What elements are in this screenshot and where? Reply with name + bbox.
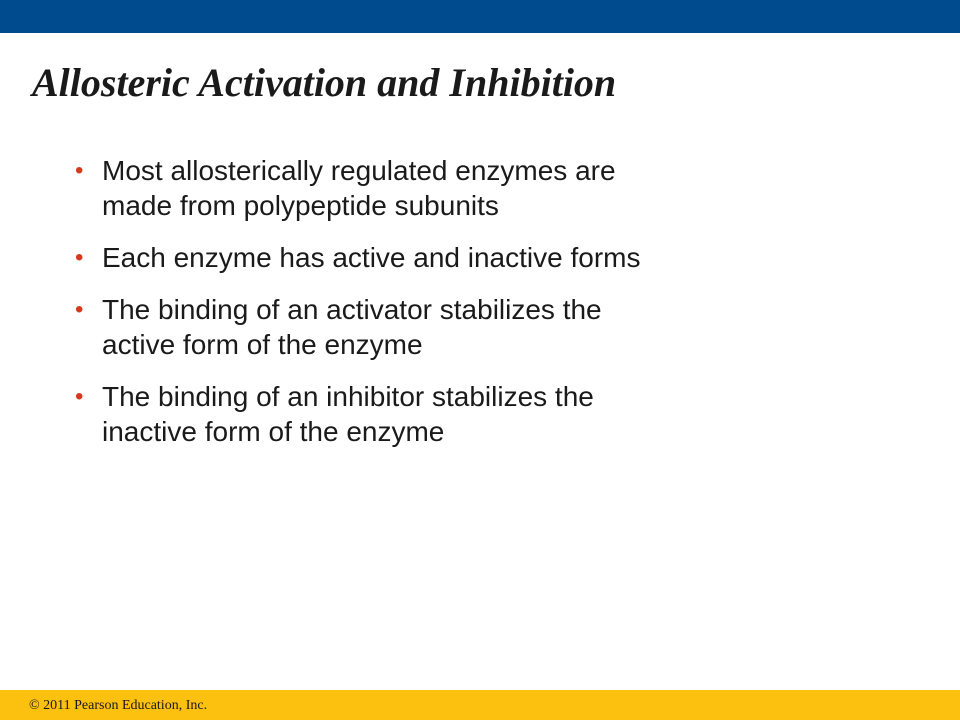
bullet-text-line: Most allosterically regulated enzymes are xyxy=(102,155,616,186)
bullet-icon: • xyxy=(75,383,84,410)
bullet-text-line: The binding of an activator stabilizes the xyxy=(102,294,602,325)
bullet-list xyxy=(0,153,960,466)
top-header-band xyxy=(0,0,960,33)
bullet-text-line: inactive form of the enzyme xyxy=(102,416,445,447)
bullet-text-line: The binding of an inhibitor stabilizes the xyxy=(102,381,594,412)
bullet-icon: • xyxy=(75,296,84,323)
slide-title: Allosteric Activation and Inhibition xyxy=(32,60,617,105)
copyright-notice: © 2011 Pearson Education, Inc. xyxy=(29,698,208,713)
bullet-item xyxy=(0,379,862,449)
bullet-text-line: made from polypeptide subunits xyxy=(102,190,499,221)
bullet-item xyxy=(0,153,862,223)
bullet-icon: • xyxy=(75,244,84,271)
bullet-text-line: Each enzyme has active and inactive forms xyxy=(102,242,641,273)
bullet-icon: • xyxy=(75,157,84,184)
bullet-item xyxy=(0,292,862,362)
bullet-text-line: active form of the enzyme xyxy=(102,329,423,360)
bullet-item xyxy=(0,240,862,275)
